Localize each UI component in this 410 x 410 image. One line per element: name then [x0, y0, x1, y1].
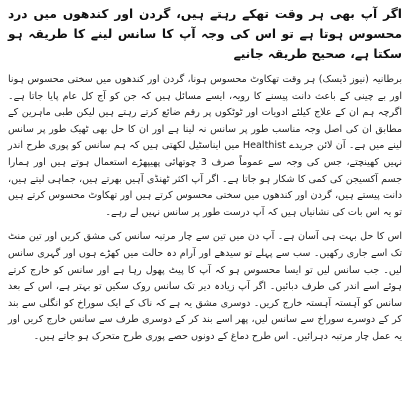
article-paragraph: برطانیہ (نیوز ڈیسک) ہر وقت تھکاوٹ محسوس ہونا، گردن اور کندھوں میں سختی محسوس ہونا اور بے چینی کے باعث دانت پیسنے کا رویہ، ایسے مسائل ہیں کہ جن کو آج کل عام پایا جاتا ہے۔ اگرچہ ہم ان کے علاج کیلئے ادویات اور ٹوٹکوں پر رقم ضائع کرتے رہتے ہیں لیکن طبی ماہرین کے مطابق ان کی اصل وجہ مناسب طور پر سانس نہ لینا ہے اور ان کا حل بھی ٹھیک طور پر سانس لینے میں ہے۔ آن لائن جریدے Healthist میں ایناسٹیل لکھتی ہیں کہ ہم سانس کو پوری طرح اندر نہیں کھینچتے، جس کی وجہ سے عموماً صرف 3 چوتھائی پھیپھڑے استعمال ہوتے ہیں اور ہمارا جسم آکسیجن کی کمی کا شکار ہو جاتا ہے۔ اگر آپ اکثر ٹھنڈی آہیں بھرتے ہیں، جماہی لیتے ہیں، دانت پیستے ہیں، گردن اور کندھوں میں سختی محسوس کرتے ہیں اور تھکاوٹ محسوس کرتے ہیں تو یہ اس بات کی نشانیاں ہیں کہ آپ درست طور پر سانس نہیں لے رہے۔ — [8, 74, 402, 218]
article-headline: اگر آپ بھی ہر وقت تھکے رہتے ہیں، گردن اور کندھوں میں درد محسوس ہوتا ہے تو اس کی وجہ آپ کا سانس لینے کا طریقہ ہو سکتا ہے، صحیح طریقہ جانیے — [8, 7, 402, 61]
article-paragraph: اس کا حل بہت ہی آسان ہے۔ آپ دن میں تین سے چار مرتبہ سانس کی مشق کریں اور تین منٹ تک اسے جاری رکھیں۔ سب سے پہلے تو سیدھے اور آرام دہ حالت میں کھڑے ہوں اور گہری سانس لیں۔ جب سانس لیں تو ایسا محسوس ہو کہ آپ کا پیٹ پھول رہا ہے اور سانس کو خارج کرتے ہوئے اسے اندر کی طرف دبائیں۔ اگر آپ زیادہ دیر تک سانس روک سکیں تو بہتر ہے، اس کے بعد سانس کو آہستہ آہستہ خارج کریں۔ دوسری مشق یہ ہے کہ ناک کے ایک سوراخ کو انگلی سے بند کر کے دوسرے سوراخ سے سانس لیں، پھر اسے بند کر کے دوسری طرف سے سانس خارج کریں اور یہ عمل چار مرتبہ دہرائیں۔ اس طرح دماغ کے دونوں حصے پوری طرح متحرک ہو جاتے ہیں۔ — [8, 231, 402, 342]
